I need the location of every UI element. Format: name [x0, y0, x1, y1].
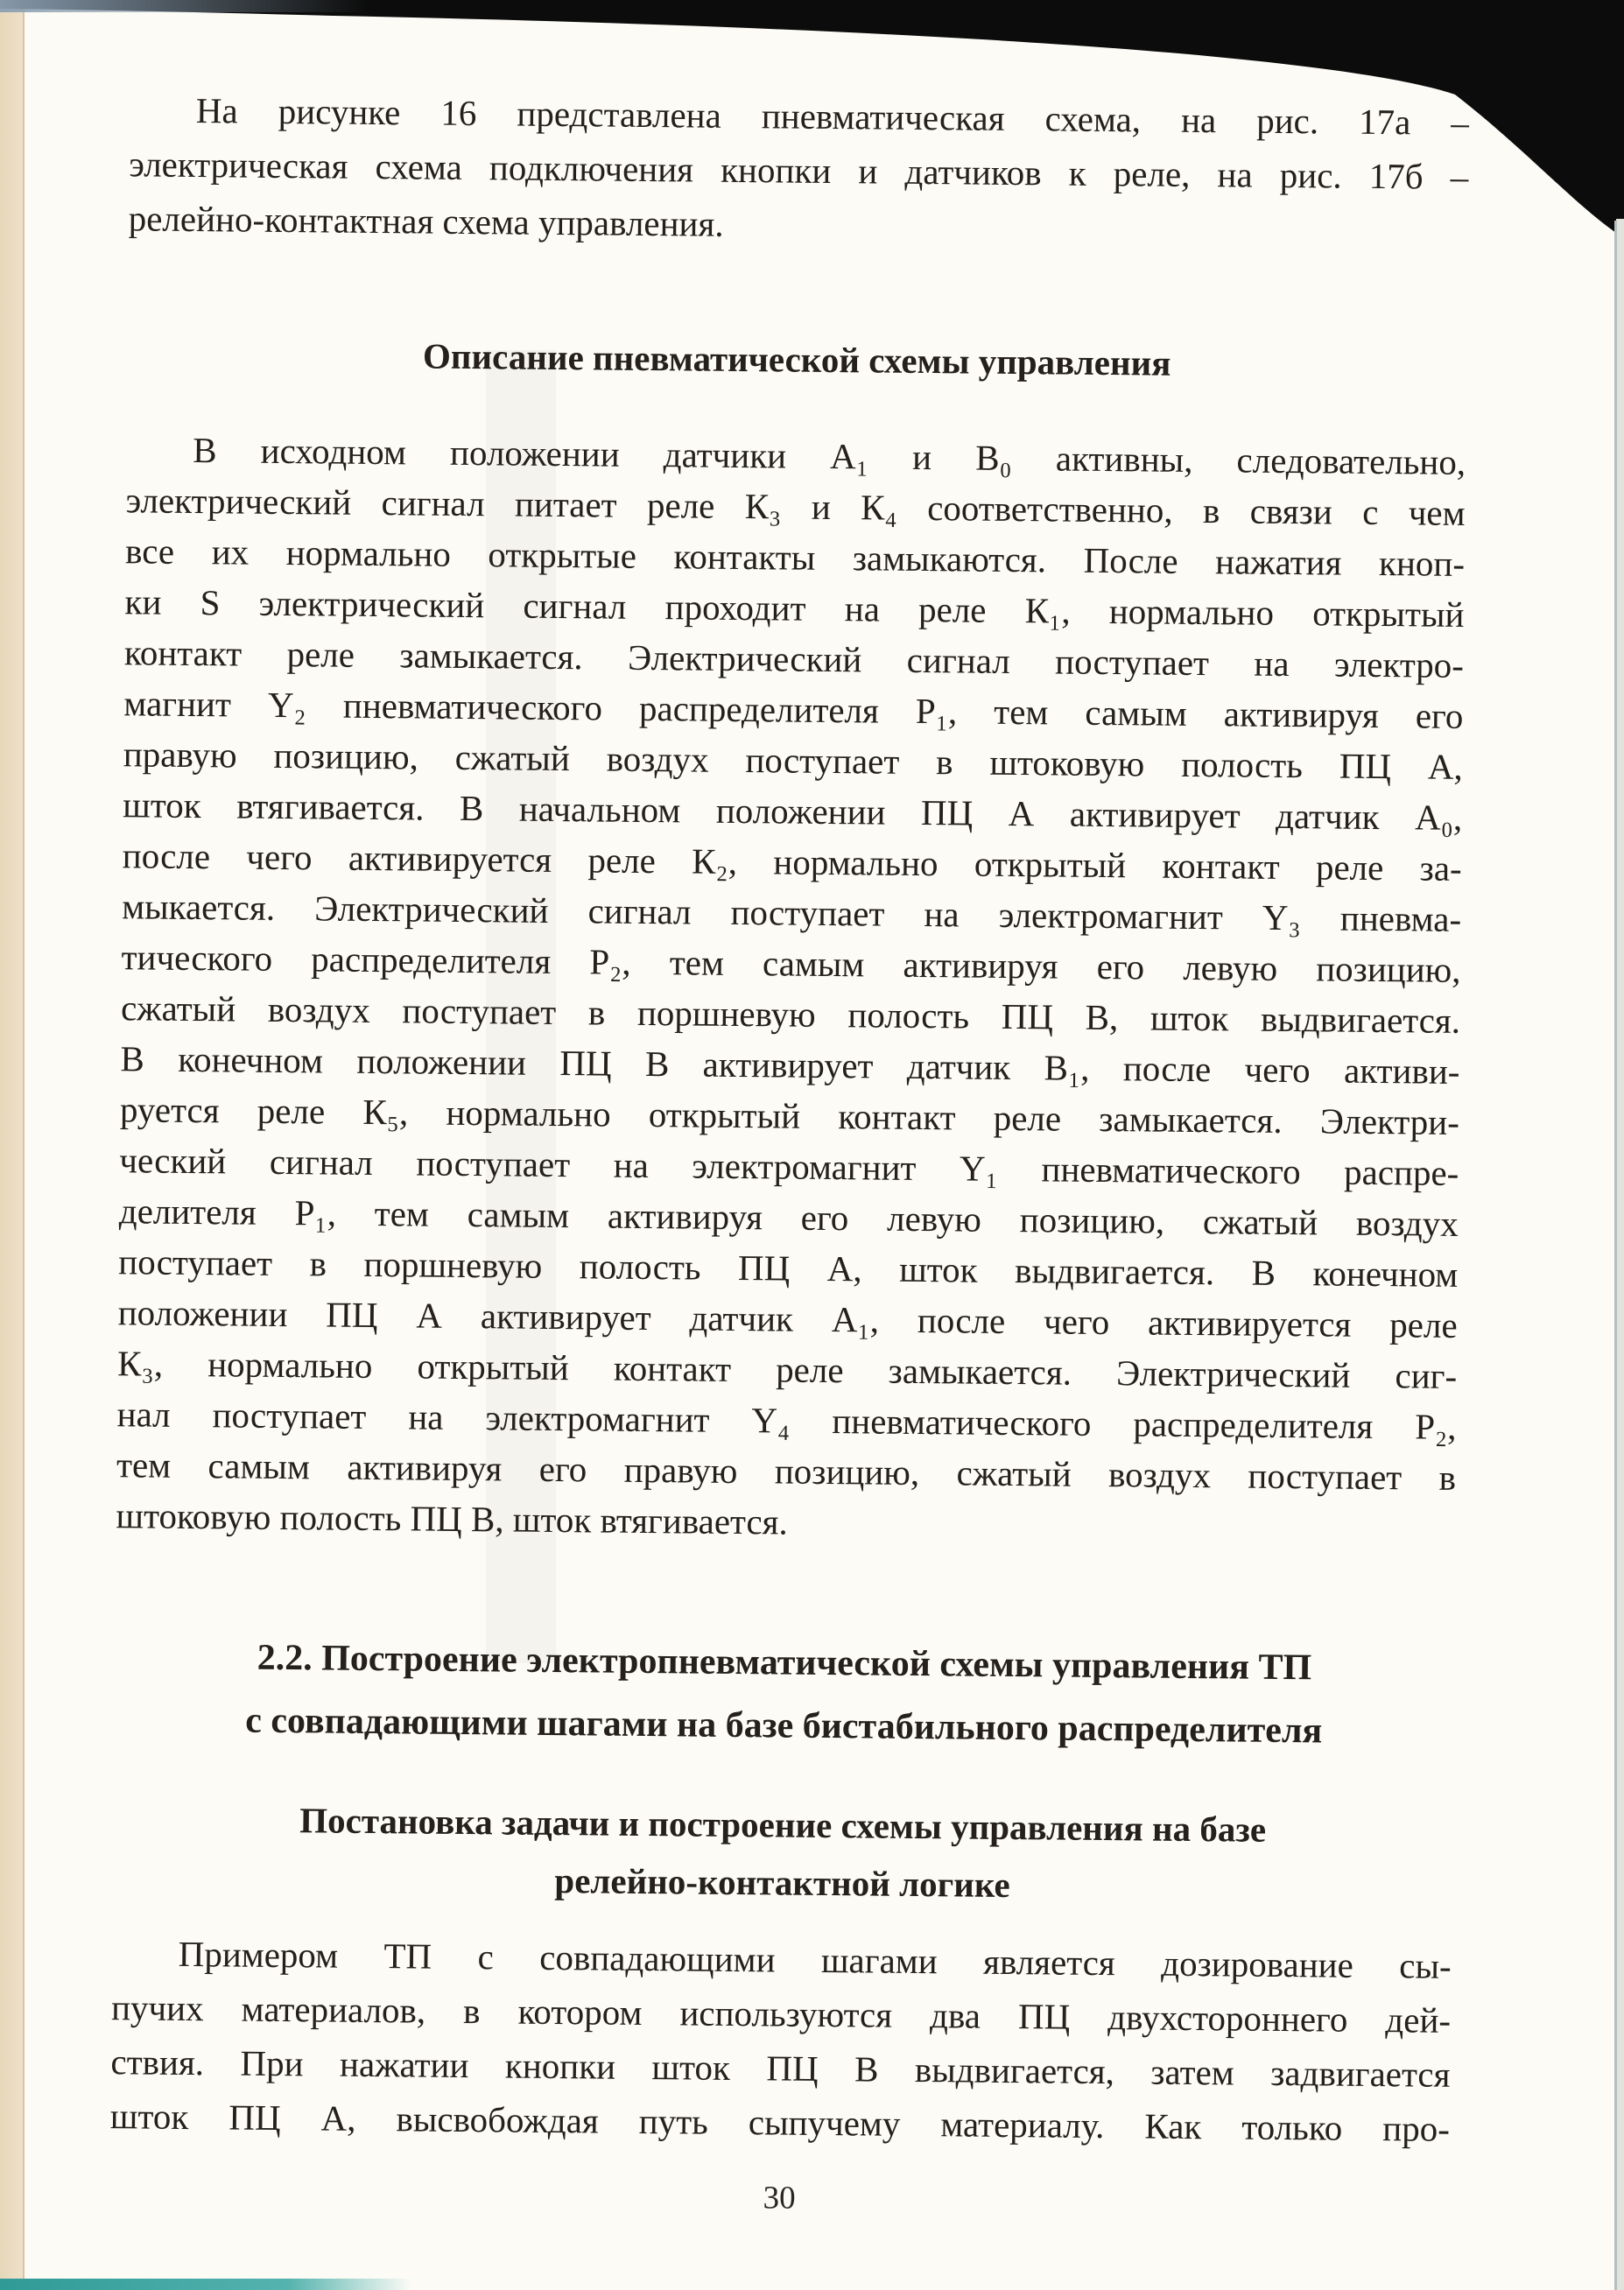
heading-task-statement [112, 1789, 1452, 1918]
heading-line: 2.2. Построение электропневматической схемы управления ТП [257, 1637, 1312, 1689]
text-line: магнит Y₂ пневматического распределителя Р₁, тем самым активируя его [123, 683, 1464, 736]
text-line: тического распределителя Р₂, тем самым активируя его левую позицию, [121, 937, 1461, 990]
text-line: все их нормально открытые контакты замыкаются. После нажатия кноп- [124, 530, 1466, 584]
text-line: поступает в поршневую полость ПЦ А, шток выдвигается. В конечном [118, 1241, 1459, 1295]
example-paragraph [110, 1926, 1452, 2156]
heading-line: с совпадающими шагами на базе бистабильного распределителя [245, 1700, 1323, 1752]
heading-pneumatic-description: Описание пневматической схемы управления [422, 335, 1171, 383]
text-line: тем самым активируя его правую позицию, сжатый воздух поступает в [116, 1444, 1457, 1498]
text-line: Примером ТП с совпадающими шагами является дозирование сы- [178, 1933, 1452, 1986]
text-line: шток втягивается. В начальном положении ПЦ А активирует датчик А₀, [123, 784, 1463, 838]
scan-left-page-edge [0, 0, 25, 2290]
page-number: 30 [763, 2180, 796, 2216]
text-line: нал поступает на электромагнит Y₄ пневматического распределителя Р₂, [116, 1394, 1457, 1447]
text-line: руется реле К₅, нормально открытый контакт реле замыкается. Электри- [119, 1089, 1460, 1142]
page-content [109, 0, 1470, 2223]
text-line: правую позицию, сжатый воздух поступает в штоковую полость ПЦ А, [123, 734, 1464, 787]
text-line: ствия. При нажатии кнопки шток ПЦ В выдвигается, затем задвигается [110, 2041, 1451, 2095]
scan-right-margin [1616, 219, 1624, 2290]
text-line: К₃, нормально открытый контакт реле замыкается. Электрический сиг- [116, 1343, 1458, 1396]
text-line: ки S электрический сигнал проходит на реле К₁, нормально открытый [124, 581, 1465, 635]
scan-bottom-edge-strip [0, 2279, 411, 2290]
text-line: мыкается. Электрический сигнал поступает на электромагнит Y₃ пневма- [121, 886, 1462, 939]
text-line: контакт реле замыкается. Электрический сигнал поступает на электро- [123, 632, 1465, 685]
heading-section-2-2 [114, 1625, 1454, 1764]
text-line: В конечном положении ПЦ В активирует датчик В₁, после чего активи- [120, 1038, 1460, 1092]
text-line: ческий сигнал поступает на электромагнит Y₁ пневматического распре- [119, 1140, 1459, 1193]
text-line: В исходном положении датчики А₁ и В₀ активны, следовательно, [192, 429, 1466, 482]
text-line: На рисунке 16 представлена пневматическая схема, на рис. 17а – [195, 90, 1470, 143]
text-line: электрическая схема подключения кнопки и датчиков к реле, на рис. 17б – [129, 144, 1469, 197]
text-line: пучих материалов, в котором используются два ПЦ двухстороннего дей- [110, 1987, 1452, 2041]
text-line: сжатый воздух поступает в поршневую полость ПЦ В, шток выдвигается. [120, 987, 1461, 1041]
intro-paragraph [128, 0, 1470, 258]
heading-line: релейно-контактной логике [554, 1860, 1010, 1906]
text-line: после чего активируется реле К₂, нормально открытый контакт реле за- [122, 835, 1462, 889]
text-line: шток ПЦ А, высвобождая путь сыпучему материалу. Как только про- [109, 2096, 1451, 2149]
text-line: штоковую полость ПЦ В, шток втягивается. [116, 1495, 788, 1542]
heading-line: Постановка задачи и построение схемы управления на базе [299, 1800, 1267, 1850]
text-line: делителя Р₁, тем самым активируя его левую позицию, сжатый воздух [118, 1191, 1459, 1244]
text-line: электрический сигнал питает реле К₃ и К₄ соответственно, в связи с чем [125, 480, 1466, 533]
text-line: положении ПЦ А активирует датчик А₁, после чего активируется реле [117, 1292, 1458, 1345]
pneumatic-description-paragraph [116, 424, 1466, 1554]
scan-right-page-edge-line [1614, 221, 1617, 2290]
text-line: релейно-контактная схема управления. [128, 198, 724, 244]
